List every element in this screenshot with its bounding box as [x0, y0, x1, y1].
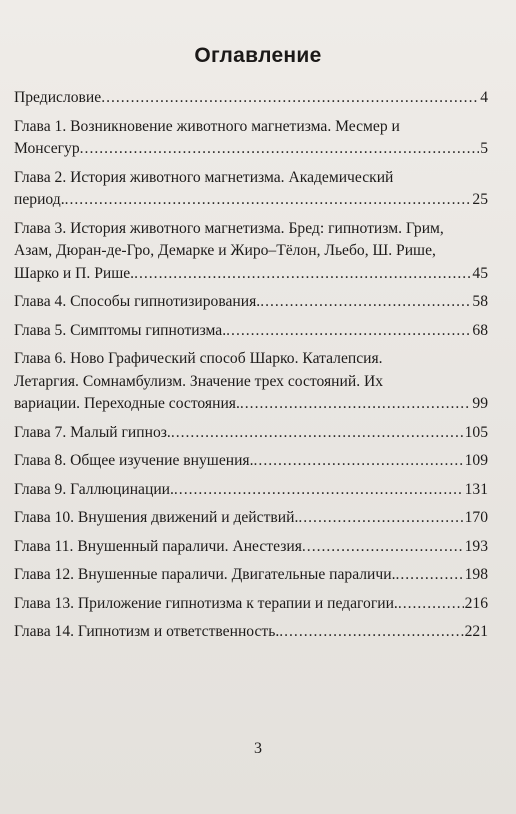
- toc-entry-text: вариации. Переходные состояния.: [14, 395, 240, 412]
- toc-entry-chapter-14[interactable]: [14, 621, 488, 644]
- toc-entry-chapter-13[interactable]: [14, 593, 488, 616]
- toc-entry-text: Шарко и П. Рише.: [14, 264, 135, 282]
- toc-entry-text: Глава 8. Общее изучение внушения.: [14, 452, 254, 469]
- toc-entry-chapter-12[interactable]: [14, 564, 488, 587]
- toc-entry-text: Летаргия. Сомнамбулизм. Значение трех состояний. Их: [14, 372, 384, 390]
- toc-entry-chapter-6[interactable]: [14, 348, 488, 416]
- toc-entry-text: Глава 7. Малый гипноз.: [14, 423, 171, 441]
- toc-entry-text: Глава 13. Приложение гипнотизма к терапии и педагогии.: [14, 594, 398, 612]
- toc-page-number: 216: [464, 594, 488, 612]
- leader-dots: [254, 450, 464, 473]
- leader-dots: [101, 87, 479, 110]
- toc-entry-chapter-2[interactable]: [14, 167, 488, 212]
- leader-dots: [302, 536, 464, 559]
- toc-entry-text: Глава 14. Гипнотизм и ответственность.: [14, 623, 280, 640]
- toc-entry-text: Глава 11. Внушенный параличи. Анестезия: [14, 537, 302, 555]
- toc-page-number: 4: [480, 89, 488, 106]
- toc-entry-text: Глава 10. Внушения движений и действий.: [14, 509, 299, 526]
- leader-dots: [240, 393, 472, 416]
- leader-dots: [80, 138, 480, 161]
- toc-entry-chapter-1[interactable]: [14, 116, 488, 161]
- toc-page-number: 198: [464, 566, 488, 583]
- toc-page-number: 131: [464, 480, 488, 498]
- toc-entry-chapter-7[interactable]: [14, 422, 488, 445]
- toc-entry-text: Глава 6. Ново Графический способ Шарко. Каталепсия.: [14, 350, 383, 367]
- toc-entry-chapter-5[interactable]: [14, 320, 488, 343]
- toc-entry-text: Глава 4. Способы гипнотизирования.: [14, 293, 261, 310]
- toc-entry-text: Глава 5. Симптомы гипнотизма.: [14, 321, 227, 339]
- toc-entry-text: Глава 3. История животного магнетизма. Бред: гипнотизм. Грим,: [14, 219, 444, 237]
- toc-entry-chapter-3[interactable]: [14, 218, 488, 286]
- toc-page-number: 25: [472, 191, 488, 208]
- toc-entry-chapter-4[interactable]: [14, 291, 488, 314]
- leader-dots: [279, 621, 463, 644]
- toc-page-number: 105: [464, 423, 488, 441]
- toc-page-number: 193: [464, 537, 488, 555]
- toc-page-number: 5: [480, 140, 488, 157]
- leader-dots: [65, 189, 472, 212]
- page-title: Оглавление: [194, 44, 322, 67]
- toc-entry-text: Глава 1. Возникновение животного магнетизма. Месмер и: [14, 117, 400, 135]
- leader-dots: [226, 320, 471, 343]
- toc-entry-chapter-9[interactable]: [14, 479, 488, 502]
- toc-entry-text: Глава 9. Галлюцинации.: [14, 480, 174, 498]
- toc-page-number: 170: [464, 509, 488, 526]
- toc-entry-text: Глава 12. Внушенные параличи. Двигательные параличи.: [14, 566, 396, 583]
- leader-dots: [298, 507, 463, 530]
- toc-entry-preface[interactable]: [14, 87, 488, 110]
- toc-entry-text: Монсегур: [14, 140, 80, 157]
- toc-page-number: 99: [472, 395, 488, 412]
- leader-dots: [134, 263, 471, 286]
- toc-page-number: 45: [472, 264, 488, 282]
- toc-entry-chapter-11[interactable]: [14, 536, 488, 559]
- toc-entry-text: Глава 2. История животного магнетизма. Академический: [14, 168, 394, 186]
- toc-entry-text: период.: [14, 191, 65, 208]
- toc-page-number: 58: [472, 293, 488, 310]
- toc-page-number: 221: [464, 623, 488, 640]
- toc-page-number: 109: [464, 452, 488, 469]
- toc-entry-chapter-10[interactable]: [14, 507, 488, 530]
- toc-entry-text: Азам, Дюран-де-Гро, Демарке и Жиро–Тёлон, Льебо, Ш. Рише,: [14, 242, 436, 259]
- toc-page-number: 68: [472, 321, 488, 339]
- leader-dots: [171, 422, 464, 445]
- toc-entry-text: Предисловие: [14, 89, 102, 106]
- leader-dots: [395, 564, 463, 587]
- leader-dots: [174, 479, 464, 502]
- leader-dots: [398, 593, 464, 616]
- toc-entry-chapter-8[interactable]: [14, 450, 488, 473]
- leader-dots: [260, 291, 471, 314]
- page-footer-number: 3: [254, 740, 262, 757]
- table-of-contents: [14, 87, 488, 650]
